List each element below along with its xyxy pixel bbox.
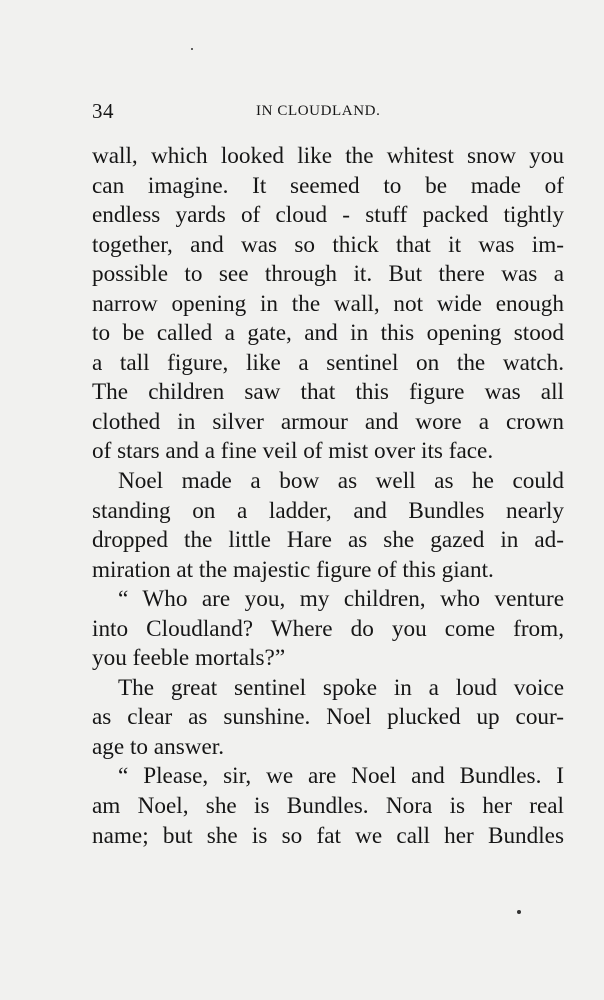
text-line: narrow opening in the wall, not wide enough [92,290,564,317]
text-line: as clear as sunshine. Noel plucked up cour- [92,704,564,731]
text-line: endless yards of cloud - stuff packed tightly [92,202,564,229]
text-line: standing on a ladder, and Bundles nearly [92,497,564,524]
text-line: am Noel, she is Bundles. Nora is her real [92,793,564,820]
text-line: age to answer. [92,733,224,760]
text-line: The children saw that this figure was all [92,379,564,406]
text-line: possible to see through it. But there was a [92,261,564,288]
text-line: The great sentinel spoke in a loud voice [118,674,564,701]
text-line: miration at the majestic figure of this giant. [92,556,494,583]
text-line: clothed in silver armour and wore a crown [92,408,564,435]
text-line: name; but she is so fat we call her Bundles [92,822,564,849]
text-line: together, and was so thick that it was im- [92,231,564,258]
page-number: 34 [92,99,114,123]
text-line: to be called a gate, and in this opening stood [92,320,564,347]
body-text [92,142,564,851]
text-line: dropped the little Hare as she gazed in ad- [92,527,564,554]
text-line: “ Who are you, my children, who venture [118,586,564,613]
text-line: into Cloudland? Where do you come from, [92,615,564,642]
paper-speck [191,48,193,50]
page-header [92,99,564,129]
text-line: of stars and a fine veil of mist over its face. [92,438,494,465]
text-line: Noel made a bow as well as he could [118,468,564,495]
paper-speck [517,910,521,914]
text-line: “ Please, sir, we are Noel and Bundles. I [118,763,564,790]
text-line: a tall figure, like a sentinel on the watch. [92,349,564,376]
running-head: IN CLOUDLAND. [256,103,381,119]
text-line: wall, which looked like the whitest snow you [92,143,564,169]
text-line: you feeble mortals?” [92,645,286,672]
text-line: can imagine. It seemed to be made of [92,172,564,199]
